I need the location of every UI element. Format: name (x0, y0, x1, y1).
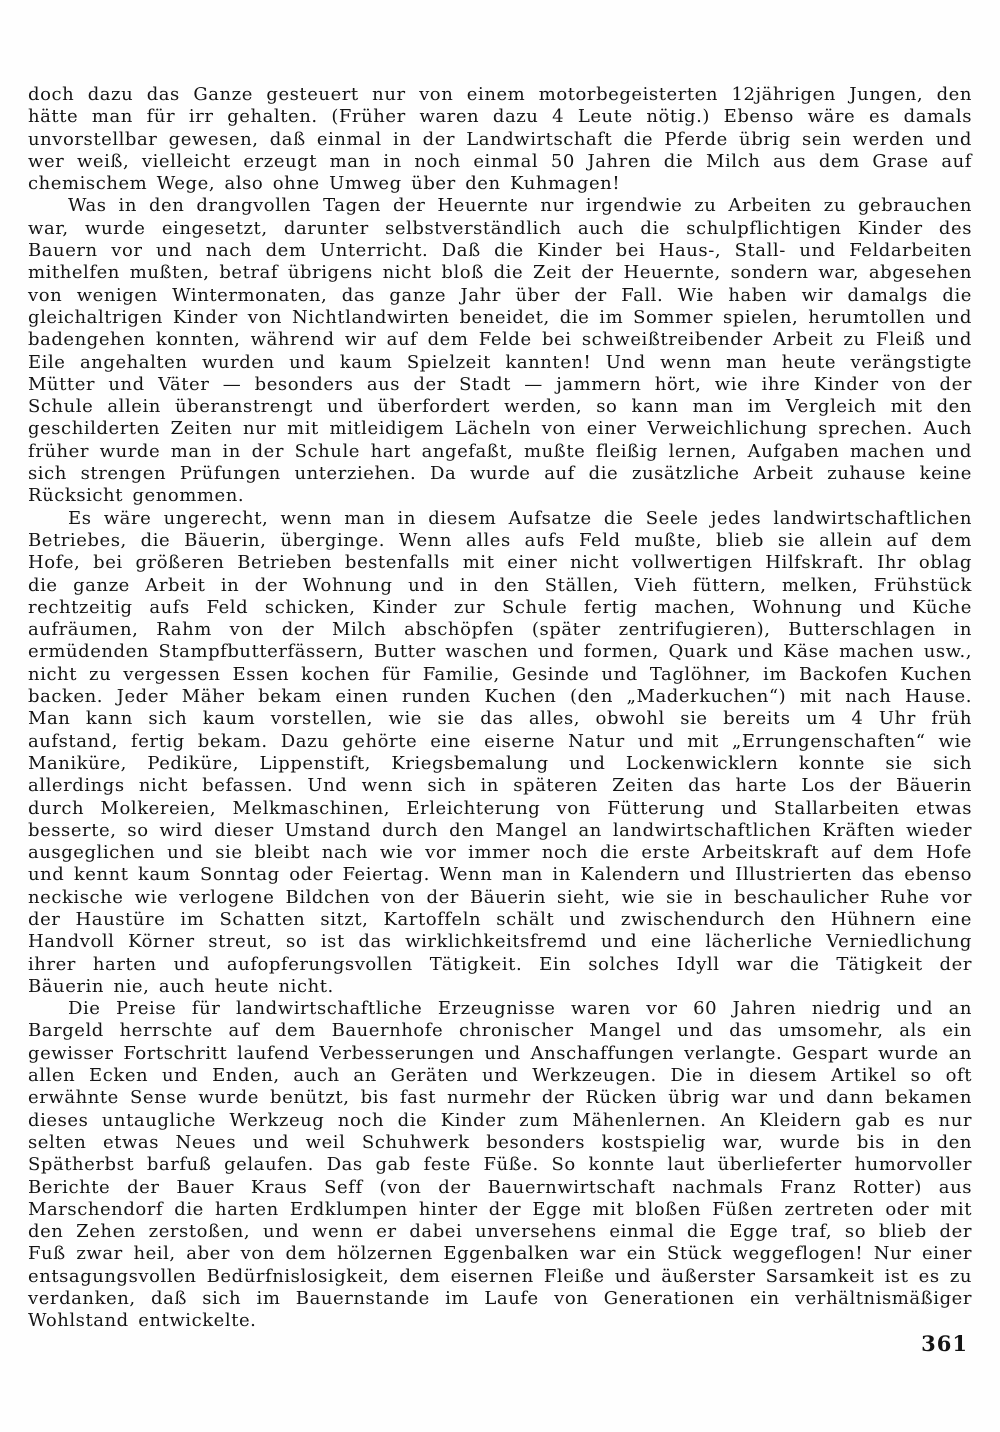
paragraph-continuation: doch dazu das Ganze gesteuert nur von einem motorbegeisterten 12jährigen Jungen, den hätte man für irr gehalten. (Früher waren dazu 4 Leute nötig.) Ebenso wäre es damals unvorstellbar gewesen, daß einmal in der Landwirtschaft die Pferde übrig sein werden und wer weiß, vielleicht erzeugt man in noch einmal 50 Jahren die Milch aus dem Grase auf chemischem Wege, also ohne Umweg über den Kuhmagen! (28, 84, 972, 195)
page-number: 361 (921, 1331, 968, 1356)
paragraph-baeuerin: Es wäre ungerecht, wenn man in diesem Aufsatze die Seele jedes landwirtschaftlichen Betriebes, die Bäuerin, überginge. Wenn alles aufs Feld mußte, blieb sie allein auf dem Hofe, bei größeren Betrieben bestenfalls mit einer nicht vollwertigen Hilfskraft. Ihr oblag die ganze Arbeit in der Wohnung und in den Ställen, Vieh füttern, melken, Frühstück rechtzeitig aufs Feld schicken, Kinder zur Schule fertig machen, Wohnung und Küche aufräumen, Rahm von der Milch abschöpfen (später zentrifugieren), Butterschlagen in ermüdenden Stampfbutterfässern, Butter waschen und formen, Quark und Käse machen usw., nicht zu vergessen Essen kochen für Familie, Gesinde und Taglöhner, im Backofen Kuchen backen. Jeder Mäher bekam einen runden Kuchen (den „Maderkuchen“) mit nach Hause. Man kann sich kaum vorstellen, wie sie das alles, obwohl sie bereits um 4 Uhr früh aufstand, fertig bekam. Dazu gehörte eine eiserne Natur und mit „Errungenschaften“ wie Maniküre, Pediküre, Lippenstift, Kriegsbemalung und Lockenwicklern konnte sie sich allerdings nicht befassen. Und wenn sich in späteren Zeiten das harte Los der Bäuerin durch Molkereien, Melkmaschinen, Erleichterung von Fütterung und Stallarbeiten etwas besserte, so wird dieser Umstand durch den Mangel an landwirtschaftlichen Kräften wieder ausgeglichen und sie bleibt nach wie vor immer noch die erste Arbeitskraft auf dem Hofe und kennt kaum Sonntag oder Feiertag. Wenn man in Kalendern und Illustrierten das ebenso neckische wie verlogene Bildchen von der Bäuerin sieht, wie sie in beschaulicher Ruhe vor der Haustüre im Schatten sitzt, Kartoffeln schält und zwischendurch den Hühnern eine Handvoll Körner streut, so ist das wirklichkeitsfremd und eine lächerliche Verniedlichung ihrer harten und aufopferungsvollen Tätigkeit. Ein solches Idyll war die Tätigkeit der Bäuerin nie, auch heute nicht. (28, 507, 972, 997)
paragraph-preise: Die Preise für landwirtschaftliche Erzeugnisse waren vor 60 Jahren niedrig und an Bargeld herrschte auf dem Bauernhofe chronischer Mangel und das umsomehr, als ein gewisser Fortschritt laufend Verbesserungen und Anschaffungen verlangte. Gespart wurde an allen Ecken und Enden, auch an Geräten und Werkzeugen. Die in diesem Artikel so oft erwähnte Sense wurde benützt, bis fast nurmehr der Rücken übrig war und dann bekamen dieses untaugliche Werkzeug noch die Kinder zum Mähenlernen. An Kleidern gab es nur selten etwas Neues und weil Schuhwerk besonders kostspielig war, wurde bis in den Spätherbst barfuß gelaufen. Das gab feste Füße. So konnte laut überlieferter humorvoller Berichte der Bauer Kraus Seff (von der Bauernwirtschaft nachmals Franz Rotter) aus Marschendorf die harten Erdklumpen hinter der Egge mit bloßen Füßen zertreten oder mit den Zehen zerstoßen, und wenn er dabei unversehens einmal die Egge traf, so blieb der Fuß zwar heil, aber von dem hölzernen Eggenbalken war ein Stück weggeflogen! Nur einer entsagungsvollen Bedürfnislosigkeit, dem eisernen Fleiße und äußerster Sarsamkeit ist es zu verdanken, daß sich im Bauernstande im Laufe von Generationen ein verhältnismäßiger Wohlstand entwickelte. (28, 998, 972, 1332)
paragraph-heuernte: Was in den drangvollen Tagen der Heuernte nur irgendwie zu Arbeiten zu gebrauchen war, wurde eingesetzt, darunter selbstverständlich auch die schulpflichtigen Kinder des Bauern vor und nach dem Unterricht. Daß die Kinder bei Haus-, Stall- und Feldarbeiten mithelfen mußten, betraf übrigens nicht bloß die Zeit der Heuernte, sondern war, abgesehen von wenigen Wintermonaten, das ganze Jahr über der Fall. Wie haben wir damalgs die gleichaltrigen Kinder von Nichtlandwirten beneidet, die im Sommer spielen, herumtollen und badengehen konnten, während wir auf dem Felde bei schweißtreibender Arbeit zu Fleiß und Eile angehalten wurden und kaum Spielzeit kannten! Und wenn man heute verängstigte Mütter und Väter — besonders aus der Stadt — jammern hört, wie ihre Kinder von der Schule allein überanstrengt und überfordert werden, so kann man im Vergleich mit den geschilderten Zeiten nur mit mitleidigem Lächeln von einer Verweichlichung sprechen. Auch früher wurde man in der Schule hart angefaßt, mußte fleißig lernen, Aufgaben machen und sich strengen Prüfungen unterziehen. Da wurde auf die zusätzliche Arbeit zuhause keine Rücksicht genommen. (28, 195, 972, 507)
body-text (28, 84, 972, 1333)
